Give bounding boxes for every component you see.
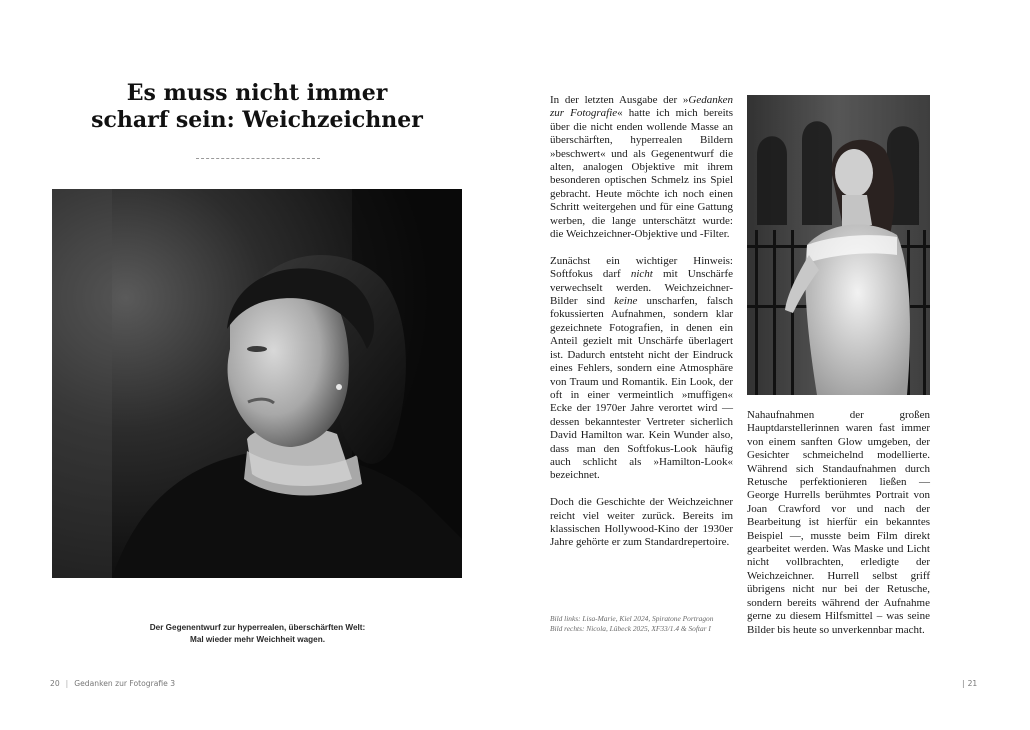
title-line-1: Es muss nicht immer (126, 80, 388, 106)
credit-left-image: Bild links: Lisa-Marie, Kiel 2024, Spiratone Portragon (550, 614, 714, 623)
paragraph-softfocus-note: Zunächst ein wichtiger Hinweis: Softfokus darf nicht mit Unschärfe verwechselt werden. Weichzeichner-Bilder sind keine unscharfen, falsch fokussierten Aufnahmen, sondern klar gezeichnete Fotografien, in denen ein Anteil gezielt mit Unschärfe überlagert ist. Dadurch entsteht nicht der Eindruck eines Fehlers, sondern eine Atmosphäre von Traum und Romantik. Ein Look, der oft in einer vermeintlich »muffigen« Ecke der 1970er Jahre verortet wird —dessen bekanntester Vertreter sicherlich David Hamilton war. Kein Wunder also, dass man den Softfokus-Look häufig auch schlicht als »Hamilton-Look« bezeichnet. (550, 254, 733, 482)
emphasis-text: Gedanken zur Fotografie (550, 94, 733, 120)
portrait-photo-right (747, 95, 930, 395)
title-divider (196, 158, 320, 159)
folio-right (962, 679, 977, 688)
article-title (52, 80, 462, 134)
portrait-photo-left (52, 189, 462, 578)
folio-separator-right: | (962, 679, 965, 688)
portrait-photo-left-image (52, 189, 462, 578)
emphasis-text: nicht (630, 268, 653, 281)
photo-credits (550, 614, 740, 634)
credit-right-image: Bild rechts: Nicola, Lübeck 2025, XF33/1.4 & Softar I (550, 624, 711, 633)
paragraph-hollywood: Nahaufnahmen der großen Hauptdarstellerinnen waren fast immer von einem sanften Glow umgeben, der Gesichter schmeichelnd modellierte. Während sich Standaufnahmen durch Retusche perfektionieren ließen — George Hurrells berühmtes Portrait von Joan Crawford vor und nach der Bearbeitung ist hierfür ein bekanntes Beispiel —, musste beim Film direkt gearbeitet werden. Was Maske und Licht nicht vollbrachten, erledigte der Weichzeichner. Hurrell selbst griff übrigens nicht nur bei der Retusche, sondern bereits während der Aufnahme gerne zu diesem Hilfsmittel – was seine Bilder bis heute so unverkennbar macht. (747, 409, 930, 636)
paragraph-history: Doch die Geschichte der Weichzeichner reicht viel weiter zurück. Bereits im klassischen Hollywood-Kino der 1930er Jahre gehörte er zum Standardrepertoire. (550, 496, 733, 549)
folio-separator-left: | (65, 679, 69, 688)
folio-left (50, 679, 175, 688)
page-number-right: 21 (967, 679, 978, 688)
emphasis-text: keine (614, 295, 638, 308)
body-column-2 (747, 409, 930, 650)
portrait-photo-right-image (747, 95, 930, 395)
title-line-2: scharf sein: Weichzeichner (91, 107, 423, 133)
photo-caption (120, 622, 395, 646)
caption-line-1: Der Gegenentwurf zur hyperrealen, überschärften Welt: (149, 623, 366, 632)
body-column-1 (550, 94, 733, 563)
page-number-left: 20 (50, 679, 60, 688)
running-title: Gedanken zur Fotografie 3 (74, 679, 176, 688)
paragraph-intro: In der letzten Ausgabe der »Gedanken zur Fotografie« hatte ich mich bereits über die nicht enden wollende Masse an überschärften, hyperrealen Bildern »beschwert« und als Gegenentwurf die alten, analogen Objektive mit ihrem besonderen optischen Schmelz ins Spiel gebracht. Heute möchte ich noch einen Schritt weitergehen und für eine Gattung werben, die lange unterschätzt wurde: die Weichzeichner-Objektive und -Filter. (550, 94, 733, 241)
caption-line-2: Mal wieder mehr Weichheit wagen. (190, 635, 325, 644)
